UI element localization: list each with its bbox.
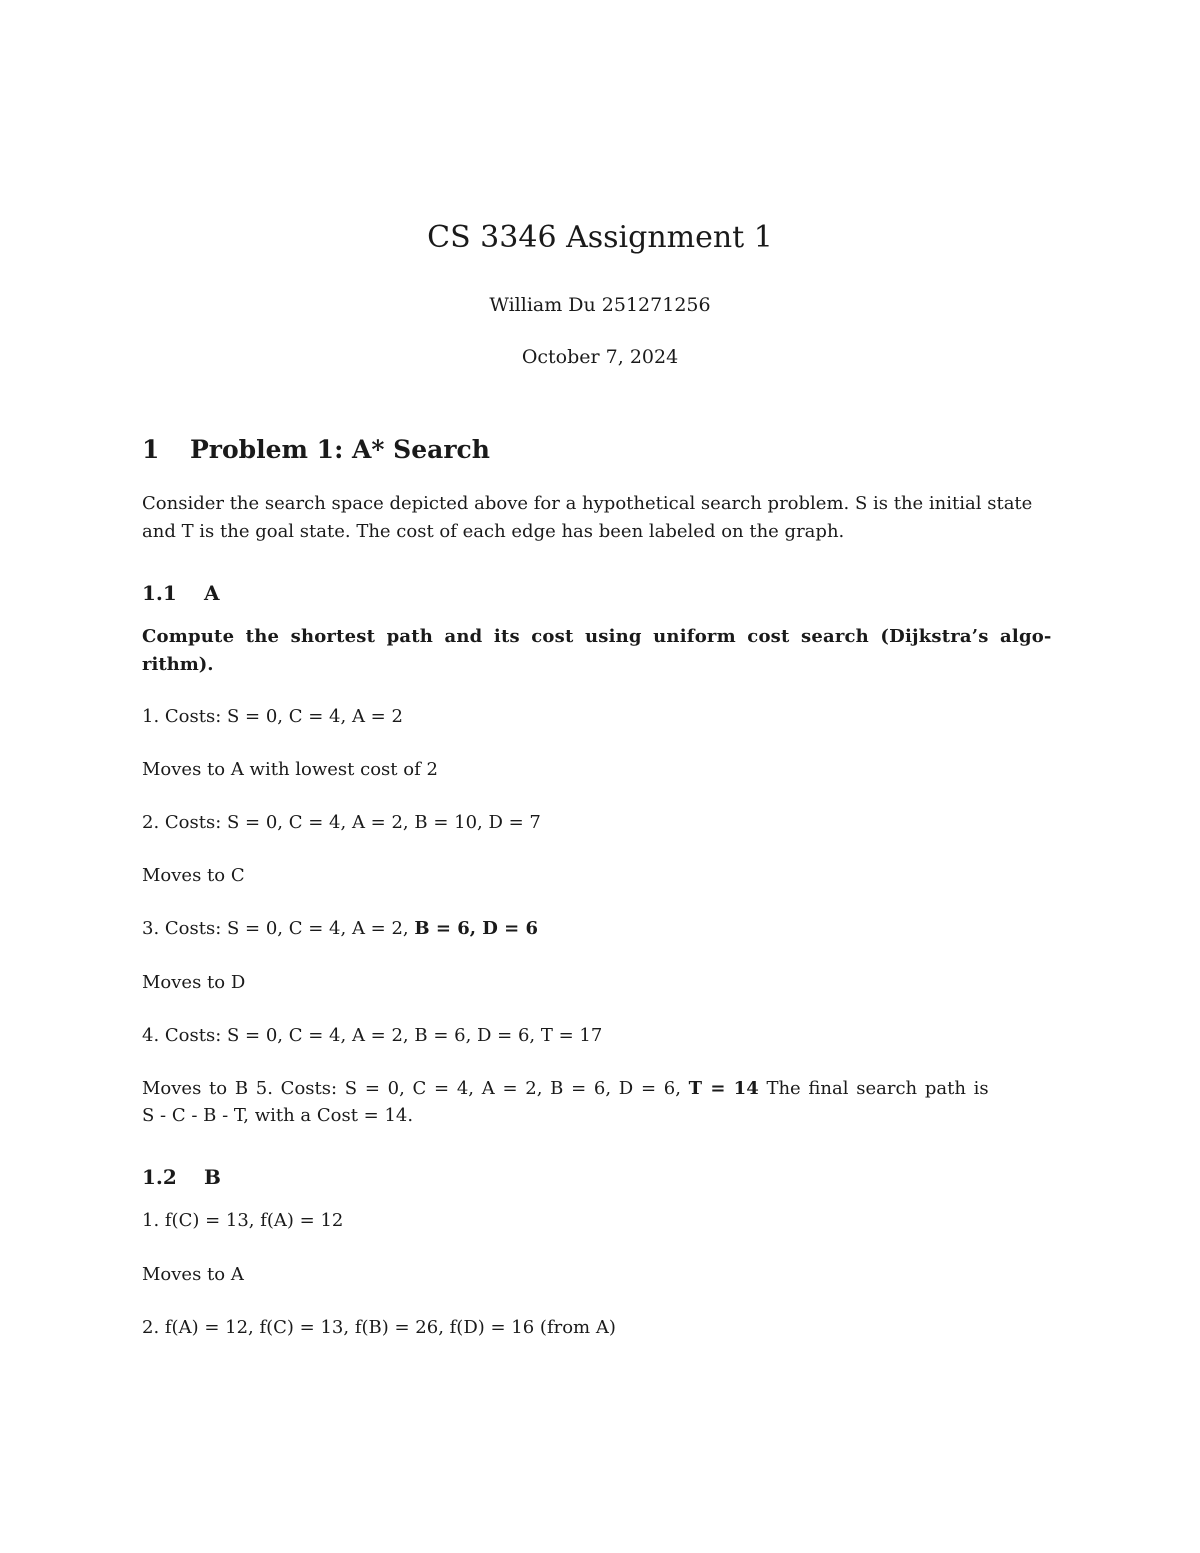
ucs-final-line-2: S - C - B - T, with a Cost = 14.: [142, 1105, 414, 1126]
section-heading-1: [142, 432, 490, 468]
ucs-step-1: 1. Costs: S = 0, C = 4, A = 2: [142, 706, 403, 727]
question-line-1: Compute the shortest path and its cost using uniform cost search (Dijkstra’s algo-: [142, 626, 1052, 647]
subsection-number: 1.2: [142, 1165, 177, 1189]
ucs-step-3-highlight: B = 6, D = 6: [414, 918, 539, 939]
ucs-step-4: 4. Costs: S = 0, C = 4, A = 2, B = 6, D = 6, T = 17: [142, 1025, 603, 1046]
document-date: October 7, 2024: [521, 346, 679, 368]
subsection-heading-1-1: [142, 579, 220, 607]
ucs-step-2: 2. Costs: S = 0, C = 4, A = 2, B = 10, D = 7: [142, 812, 541, 833]
ucs-move-3: Moves to D: [142, 972, 246, 993]
subsection-title: B: [204, 1165, 221, 1189]
section-title: Problem 1: A* Search: [190, 435, 490, 464]
ucs-step-3-text: 3. Costs: S = 0, C = 4, A = 2,: [142, 918, 415, 939]
section-intro-line-2: and T is the goal state. The cost of each edge has been labeled on the graph.: [142, 521, 845, 542]
ucs-final-text: Moves to B 5. Costs: S = 0, C = 4, A = 2, B = 6, D = 6,: [142, 1078, 689, 1099]
section-number: 1: [142, 435, 160, 464]
astar-step-2: 2. f(A) = 12, f(C) = 13, f(B) = 26, f(D) = 16 (from A): [142, 1317, 616, 1338]
ucs-final-line-1: [142, 1075, 1060, 1102]
subsection-number: 1.1: [142, 581, 177, 605]
subsection-title: A: [204, 581, 220, 605]
document-author: William Du 251271256: [489, 294, 711, 316]
section-intro-line-1: Consider the search space depicted above for a hypothetical search problem. S is the initial state: [142, 493, 1033, 514]
ucs-final-suffix: The final search path is: [758, 1078, 989, 1099]
astar-move-1: Moves to A: [142, 1264, 244, 1285]
ucs-step-3: [142, 915, 1060, 942]
ucs-final-highlight: T = 14: [688, 1078, 759, 1099]
ucs-move-2: Moves to C: [142, 865, 245, 886]
ucs-move-1: Moves to A with lowest cost of 2: [142, 759, 438, 780]
astar-step-1: 1. f(C) = 13, f(A) = 12: [142, 1210, 344, 1231]
subsection-heading-1-2: [142, 1163, 221, 1191]
question-line-2: rithm).: [142, 654, 214, 675]
document-title: CS 3346 Assignment 1: [427, 220, 773, 255]
